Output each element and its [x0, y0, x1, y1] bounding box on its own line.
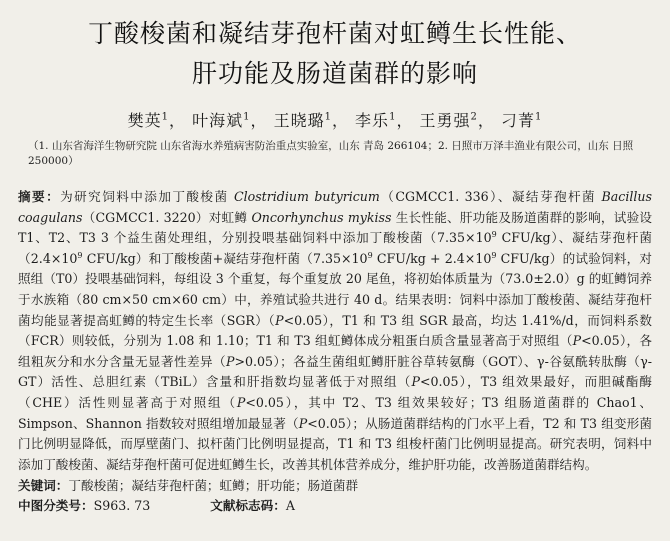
- keywords-text: 丁酸梭菌；凝结芽孢杆菌；虹鳟；肝功能；肠道菌群: [68, 478, 359, 494]
- classification: [18, 496, 652, 516]
- species-name: Bacillus coagulans: [18, 189, 653, 225]
- doc-code: A: [285, 498, 295, 514]
- author: 王晓璐$^1$: [273, 111, 332, 130]
- keywords-label: 关键词：: [18, 478, 69, 494]
- abstract: 摘要：为研究饲料中添加丁酸梭菌 Clostridium butyricum（CGMCC1. 336）、凝结芽孢杆菌 Bacillus coagulans（CGMCC1. 3220）对虹鳟 Oncorhynchus mykiss 生长性能、肝功能及肠道菌群的影响，试验设 T1、T2、T3 3 个益生菌处理组，分别投喂基础饲料中添加丁酸梭菌（$7.35\times 10^9$ CFU/kg）、凝结芽孢杆菌（$2.4\times 10^9$ CFU/kg）和丁酸梭菌+凝结芽孢杆菌（$7.35\times 10^9$ $CFU/kg + 2.4\times 10^9$ CFU/kg）的试验饲料，对照组（T0）投喂基础饲料，每组设 3 个重复，每个重复放 20 尾鱼，将初始体质量为（73.0±2.0）g 的虹鳟饲养于水族箱（80 cm×50 cm×60 cm）中，养殖试验共进行 40 d。结果表明：饲料中添加丁酸梭菌、凝结芽孢杆菌均能显著提高虹鳟的特定生长率（SGR）（P<0.05），T1 和 T3 组 SGR 最高，均达 1.41%/d，而饲料系数（FCR）则较低，分别为 1.08 和 1.10；T1 和 T3 组虹鳟体成分粗蛋白质含量显著高于对照组（P<0.05），各组粗灰分和水分含量无显著性差异（P>0.05）；各益生菌组虹鳟肝脏谷草转氨酶（GOT）、γ-谷氨酰转肽酶（γ-GT）活性、总胆红素（TBiL）含量和肝指数均显著低于对照组（P<0.05），T3 组效果最好，而胆碱酯酶（CHE）活性则显著高于对照组（P<0.05），其中 T2、T3 组效果较好；T3 组肠道菌群的 Chao1、Simpson、Shannon 指数较对照组增加最显著（P<0.05）；从肠道菌群结构的门水平上看，T2 和 T3 组变形菌门比例明显降低，而厚壁菌门、拟杆菌门比例明显提高，T1 和 T3 组梭杆菌门比例明显提高。研究表明，饲料中添加丁酸梭菌、凝结芽孢杆菌可促进虹鳟生长，改善其机体营养成分，维护肝功能，改善肠道菌群结构。: [18, 189, 653, 472]
- author: 叶海斌$^1$: [192, 111, 251, 130]
- clc-number: S963. 73: [93, 498, 151, 514]
- doc-code-label: 文献标志码：: [210, 498, 286, 514]
- title-line-1: 丁酸梭菌和凝结芽孢杆菌对虹鳟生长性能、: [87, 19, 582, 48]
- species-name: Oncorhynchus mykiss: [251, 209, 392, 225]
- author: 王勇强$^2$: [419, 111, 478, 130]
- author: 李乐$^1$: [355, 111, 397, 130]
- affiliation: （1. 山东省海洋生物研究院 山东省海水养殖病害防治重点实验室，山东 青岛 266104；2. 日照市万泽丰渔业有限公司，山东 日照 250000）: [28, 140, 634, 167]
- species-name: Clostridium butyricum: [233, 189, 380, 204]
- author: 樊英$^1$: [127, 111, 169, 130]
- keywords: [18, 476, 652, 496]
- title-line-2: 肝功能及肠道菌群的影响: [191, 59, 478, 88]
- author: 刁菁$^1$: [501, 111, 543, 130]
- paper-title: [18, 14, 652, 94]
- author-list: 樊英$^1$， 叶海斌$^1$， 王晓璐$^1$， 李乐$^1$， 王勇强$^2$， 刁菁$^1$: [127, 111, 543, 130]
- clc-label: 中图分类号：: [18, 498, 94, 514]
- abstract-label: 摘要：: [18, 189, 61, 204]
